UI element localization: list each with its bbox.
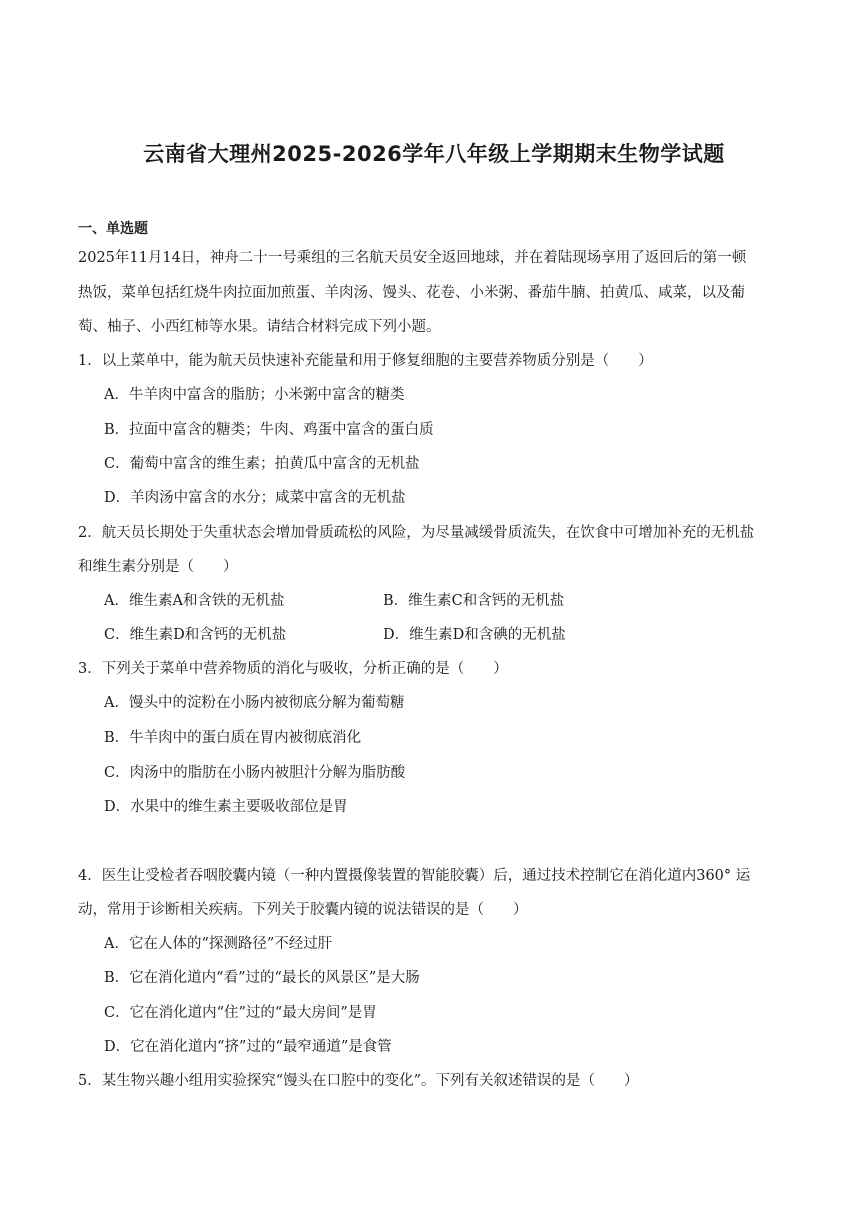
option-d: D．水果中的维生素主要吸收部位是胃 bbox=[104, 799, 348, 815]
option-b: B．它在消化道内“看”过的“最长的风景区”是大肠 bbox=[104, 970, 420, 986]
intro-line: 热饭，菜单包括红烧牛肉拉面加煎蛋、羊肉汤、馒头、花卷、小米粥、番茄牛腩、拍黄瓜、咸菜，以及葡 bbox=[78, 285, 745, 301]
question-stem: 4．医生让受检者吞咽胶囊内镜（一种内置摄像装置的智能胶囊）后，通过技术控制它在消化道内360° 运 bbox=[78, 868, 751, 884]
question-stem: 3．下列关于菜单中营养物质的消化与吸收，分析正确的是（ ） bbox=[78, 661, 508, 677]
page-title: 云南省大理州2025-2026学年八年级上学期期末生物学试题 bbox=[143, 142, 725, 166]
option-b: B．拉面中富含的糖类；牛肉、鸡蛋中富含的蛋白质 bbox=[104, 422, 434, 438]
question-stem: 和维生素分别是（ ） bbox=[78, 559, 238, 575]
option-c: C．它在消化道内“住”过的“最大房间”是胃 bbox=[104, 1005, 377, 1021]
option-d: D．羊肉汤中富含的水分；咸菜中富含的无机盐 bbox=[104, 490, 406, 506]
intro-line: 2025年11月14日，神舟二十一号乘组的三名航天员安全返回地球，并在着陆现场享用了返回后的第一顿 bbox=[78, 250, 747, 266]
option-a: A．维生素A和含铁的无机盐 bbox=[104, 593, 285, 609]
question-stem: 1．以上菜单中，能为航天员快速补充能量和用于修复细胞的主要营养物质分别是（ ） bbox=[78, 353, 653, 369]
option-a: A．馒头中的淀粉在小肠内被彻底分解为葡萄糖 bbox=[104, 695, 405, 711]
question-stem: 5．某生物兴趣小组用实验探究“馒头在口腔中的变化”。下列有关叙述错误的是（ ） bbox=[78, 1073, 639, 1089]
section-heading: 一、单选题 bbox=[78, 221, 148, 237]
question-stem: 动，常用于诊断相关疾病。下列关于胶囊内镜的说法错误的是（ ） bbox=[78, 902, 528, 918]
option-c: C．肉汤中的脂肪在小肠内被胆汁分解为脂肪酸 bbox=[104, 765, 406, 781]
option-a: A．牛羊肉中富含的脂肪；小米粥中富含的糖类 bbox=[104, 387, 405, 403]
option-d: D．维生素D和含碘的无机盐 bbox=[383, 627, 566, 643]
option-d: D．它在消化道内“挤”过的“最窄通道”是食管 bbox=[104, 1039, 392, 1055]
option-c: C．维生素D和含钙的无机盐 bbox=[104, 627, 287, 643]
option-c: C．葡萄中富含的维生素；拍黄瓜中富含的无机盐 bbox=[104, 456, 420, 472]
question-stem: 2．航天员长期处于失重状态会增加骨质疏松的风险，为尽量减缓骨质流失，在饮食中可增加补充的无机盐 bbox=[78, 525, 755, 541]
option-b: B．维生素C和含钙的无机盐 bbox=[383, 593, 565, 609]
option-a: A．它在人体的“探测路径”不经过肝 bbox=[104, 936, 333, 952]
intro-line: 萄、柚子、小西红柿等水果。请结合材料完成下列小题。 bbox=[78, 319, 441, 335]
option-b: B．牛羊肉中的蛋白质在胃内被彻底消化 bbox=[104, 730, 362, 746]
